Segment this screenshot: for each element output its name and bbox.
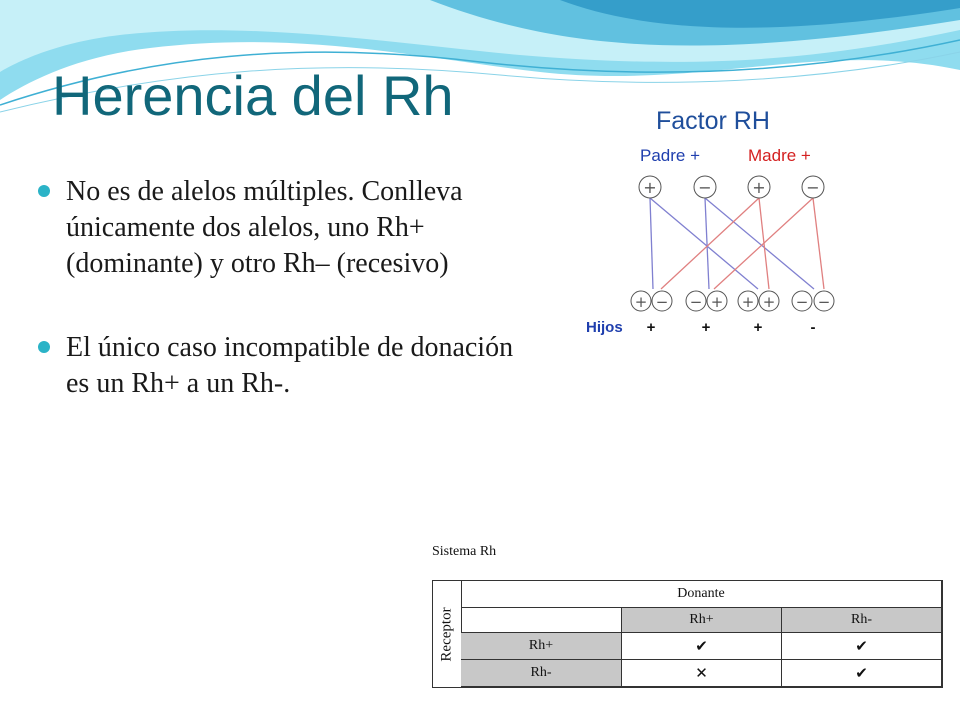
svg-text:−: − [806, 178, 820, 197]
child-3-phenotype: + [753, 319, 763, 336]
check-icon: ✔ [782, 633, 942, 660]
svg-text:+: + [710, 293, 724, 311]
svg-text:−: − [698, 178, 712, 197]
bullet-list [38, 174, 528, 402]
donor-header: Donante [461, 581, 942, 608]
receptor-header-cell [433, 581, 462, 687]
bullet-item [38, 330, 528, 402]
receptor-header: Receptor [438, 606, 455, 662]
children-label: Hijos [586, 319, 623, 336]
child-2-phenotype: + [701, 319, 711, 336]
svg-text:−: − [655, 293, 669, 311]
father-lines [650, 198, 814, 289]
table-grid [432, 580, 943, 688]
bullet-dot-icon [38, 341, 50, 353]
svg-text:+: + [762, 293, 776, 311]
child-1-phenotype: + [646, 319, 656, 336]
child-4-alleles [792, 291, 834, 311]
father-label: Padre + [640, 146, 701, 165]
mother-allele-plus [748, 176, 770, 198]
inheritance-diagram [556, 96, 926, 372]
cross-icon: ✕ [622, 660, 782, 687]
child-2-alleles [686, 291, 727, 311]
bullet-item [38, 174, 528, 282]
rh-compatibility-table [428, 540, 948, 692]
bullet-text: No es de alelos múltiples. Conlleva únicamente dos alelos, uno Rh+ (dominante) y otro Rh– (recesivo) [66, 176, 463, 279]
svg-text:+: + [643, 178, 657, 197]
father-allele-minus [694, 176, 716, 198]
svg-text:−: − [689, 293, 703, 311]
svg-text:−: − [795, 293, 809, 311]
column-header-rh-minus: Rh- [782, 608, 942, 633]
bullet-dot-icon [38, 185, 50, 197]
diagram-title: Factor RH [656, 107, 770, 135]
svg-text:+: + [741, 293, 755, 311]
check-icon: ✔ [622, 633, 782, 660]
father-allele-plus [639, 176, 661, 198]
child-4-phenotype: - [810, 319, 816, 336]
slide-title: Herencia del Rh [52, 64, 454, 127]
svg-text:+: + [634, 293, 648, 311]
table-caption: Sistema Rh [432, 544, 497, 559]
child-3-alleles [738, 291, 779, 311]
child-1-alleles [631, 291, 672, 311]
svg-text:−: − [817, 293, 831, 311]
row-header-rh-minus: Rh- [461, 660, 622, 687]
mother-allele-minus [802, 176, 824, 198]
check-icon: ✔ [782, 660, 942, 687]
factor-rh-diagram [556, 96, 926, 372]
row-header-rh-plus: Rh+ [461, 633, 622, 660]
bullet-text: El único caso incompatible de donación es un Rh+ a un Rh-. [66, 332, 514, 399]
table-corner-cell [461, 608, 622, 633]
svg-text:+: + [752, 178, 766, 197]
mother-label: Madre + [748, 146, 811, 165]
column-header-rh-plus: Rh+ [622, 608, 782, 633]
